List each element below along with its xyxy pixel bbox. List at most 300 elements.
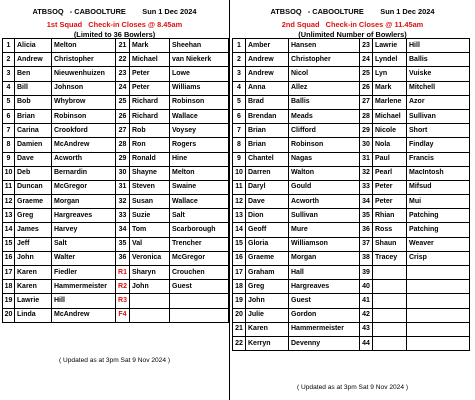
- bowler-last-name: Vuiske: [407, 67, 470, 81]
- table-row: [3, 280, 229, 294]
- bowler-last-name: Melton: [170, 166, 229, 180]
- bowler-first-name: [130, 308, 170, 322]
- table-row: [3, 294, 229, 308]
- bowler-number: 14: [233, 223, 246, 237]
- bowler-last-name: Sullivan: [289, 209, 360, 223]
- bowler-last-name: Acworth: [52, 152, 116, 166]
- bowler-number: 29: [360, 124, 373, 138]
- table-row: [233, 124, 470, 138]
- bowler-number: 19: [3, 294, 15, 308]
- bowler-first-name: Anna: [246, 81, 289, 95]
- bowler-first-name: [130, 294, 170, 308]
- bowler-number: 35: [360, 209, 373, 223]
- bowler-number: 27: [116, 124, 130, 138]
- bowler-last-name: Weaver: [407, 237, 470, 251]
- bowler-last-name: Allez: [289, 81, 360, 95]
- bowler-first-name: Peter: [130, 67, 170, 81]
- bowler-first-name: Nicole: [373, 124, 407, 138]
- table-row: [3, 266, 229, 280]
- bowler-first-name: Greg: [246, 280, 289, 294]
- bowler-last-name: Sheehan: [170, 39, 229, 53]
- left-squad-header: [0, 20, 229, 30]
- bowler-first-name: Brendan: [246, 109, 289, 123]
- bowler-last-name: Gould: [289, 180, 360, 194]
- right-squad-header: [230, 20, 475, 30]
- bowler-first-name: Michael: [373, 109, 407, 123]
- bowler-last-name: Trencher: [170, 237, 229, 251]
- bowler-last-name: Lowe: [170, 67, 229, 81]
- table-row: [3, 195, 229, 209]
- bowler-first-name: Andrew: [15, 53, 52, 67]
- bowler-first-name: Andrew: [246, 53, 289, 67]
- bowler-first-name: Ronald: [130, 152, 170, 166]
- bowler-first-name: Deb: [15, 166, 52, 180]
- bowler-number: 6: [233, 109, 246, 123]
- bowler-number: 16: [233, 251, 246, 265]
- bowler-first-name: Richard: [130, 109, 170, 123]
- bowler-last-name: [170, 308, 229, 322]
- bowler-last-name: Rogers: [170, 138, 229, 152]
- bowler-number: 20: [233, 308, 246, 322]
- bowler-last-name: Crouchen: [170, 266, 229, 280]
- bowler-number: 4: [3, 81, 15, 95]
- bowler-first-name: Susan: [130, 195, 170, 209]
- bowler-first-name: Greg: [15, 209, 52, 223]
- bowler-first-name: Peter: [130, 81, 170, 95]
- bowler-last-name: Wallace: [170, 195, 229, 209]
- table-row: [3, 251, 229, 265]
- table-row: [233, 39, 470, 53]
- bowler-last-name: Devenny: [289, 336, 360, 350]
- bowler-number: 10: [233, 166, 246, 180]
- bowler-first-name: [373, 322, 407, 336]
- bowler-last-name: Fiedler: [52, 266, 116, 280]
- bowler-last-name: Ballis: [407, 53, 470, 67]
- bowler-number: 21: [116, 39, 130, 53]
- bowler-number: 1: [3, 39, 15, 53]
- bowler-first-name: Peter: [373, 195, 407, 209]
- bowler-first-name: Graham: [246, 266, 289, 280]
- bowler-first-name: Darren: [246, 166, 289, 180]
- table-row: [233, 223, 470, 237]
- bowler-last-name: Patching: [407, 223, 470, 237]
- bowler-first-name: Veronica: [130, 251, 170, 265]
- left-limit-note: (Limited to 36 Bowlers): [73, 30, 156, 39]
- bowler-number: 31: [360, 152, 373, 166]
- table-row: [233, 280, 470, 294]
- bowler-number: 12: [233, 195, 246, 209]
- first-squad-panel: [0, 0, 230, 400]
- bowler-last-name: [407, 308, 470, 322]
- bowler-last-name: Hammermeister: [289, 322, 360, 336]
- bowler-last-name: Hammermeister: [52, 280, 116, 294]
- bowler-first-name: Kerryn: [246, 336, 289, 350]
- table-row: [3, 109, 229, 123]
- bowler-number: 33: [360, 180, 373, 194]
- bowler-first-name: Damien: [15, 138, 52, 152]
- bowler-first-name: Ross: [373, 223, 407, 237]
- bowler-number: 13: [233, 209, 246, 223]
- bowler-last-name: Nagas: [289, 152, 360, 166]
- table-row: [3, 237, 229, 251]
- bowler-last-name: Hill: [52, 294, 116, 308]
- bowler-number: 20: [3, 308, 15, 322]
- table-row: [3, 223, 229, 237]
- bowler-number: 32: [116, 195, 130, 209]
- bowler-last-name: McGregor: [52, 180, 116, 194]
- bowler-number: 7: [3, 124, 15, 138]
- bowler-last-name: Francis: [407, 152, 470, 166]
- bowler-number: 5: [233, 95, 246, 109]
- table-row: [233, 166, 470, 180]
- bowler-first-name: Daryl: [246, 180, 289, 194]
- bowler-first-name: Graeme: [15, 195, 52, 209]
- bowler-first-name: Ron: [130, 138, 170, 152]
- bowler-last-name: [407, 280, 470, 294]
- bowler-number: 32: [360, 166, 373, 180]
- bowler-last-name: Hansen: [289, 39, 360, 53]
- bowler-number: 8: [3, 138, 15, 152]
- bowler-last-name: Robinson: [289, 138, 360, 152]
- right-updated-note: ( Updated as at 3pm Sat 9 Nov 2024 ): [296, 384, 409, 391]
- bowler-first-name: Shayne: [130, 166, 170, 180]
- bowler-first-name: Rob: [130, 124, 170, 138]
- bowler-number: 26: [116, 109, 130, 123]
- bowler-first-name: John: [246, 294, 289, 308]
- bowler-last-name: Williams: [170, 81, 229, 95]
- table-row: [233, 138, 470, 152]
- table-row: [233, 67, 470, 81]
- bowler-last-name: Voysey: [170, 124, 229, 138]
- bowler-number: 4: [233, 81, 246, 95]
- bowler-first-name: Graeme: [246, 251, 289, 265]
- bowler-last-name: Salt: [52, 237, 116, 251]
- bowler-number: 38: [360, 251, 373, 265]
- bowler-last-name: Short: [407, 124, 470, 138]
- bowler-last-name: Christopher: [52, 53, 116, 67]
- bowler-first-name: Tom: [130, 223, 170, 237]
- bowler-number: 18: [233, 280, 246, 294]
- bowler-number: 28: [116, 138, 130, 152]
- bowler-first-name: Geoff: [246, 223, 289, 237]
- bowler-number: 16: [3, 251, 15, 265]
- bowler-last-name: Nicol: [289, 67, 360, 81]
- bowler-last-name: Swaine: [170, 180, 229, 194]
- bowler-number: 21: [233, 322, 246, 336]
- table-row: [233, 53, 470, 67]
- bowler-number: R3: [116, 294, 130, 308]
- bowler-first-name: [373, 280, 407, 294]
- bowler-number: 11: [3, 180, 15, 194]
- left-checkin-time: Check-in Closes @ 8.45am: [88, 20, 183, 29]
- bowler-number: 3: [3, 67, 15, 81]
- bowler-last-name: Scarborough: [170, 223, 229, 237]
- bowler-last-name: [407, 336, 470, 350]
- bowler-first-name: Paul: [373, 152, 407, 166]
- bowler-number: 27: [360, 95, 373, 109]
- bowler-first-name: John: [15, 251, 52, 265]
- bowler-last-name: Melton: [52, 39, 116, 53]
- table-row: [3, 81, 229, 95]
- bowler-last-name: Hargreaves: [289, 280, 360, 294]
- bowler-number: 8: [233, 138, 246, 152]
- bowler-first-name: James: [15, 223, 52, 237]
- right-limit-note: (Unlimited Number of Bowlers): [298, 30, 407, 39]
- bowler-number: 25: [360, 67, 373, 81]
- bowler-first-name: Brad: [246, 95, 289, 109]
- table-row: [233, 95, 470, 109]
- bowler-number: 35: [116, 237, 130, 251]
- table-row: [3, 95, 229, 109]
- bowler-last-name: Acworth: [289, 195, 360, 209]
- bowler-first-name: Brian: [15, 109, 52, 123]
- left-squad-label: 1st Squad: [46, 20, 83, 29]
- bowler-last-name: McAndrew: [52, 308, 116, 322]
- table-row: [233, 209, 470, 223]
- bowler-number: 23: [116, 67, 130, 81]
- bowler-last-name: Hargreaves: [52, 209, 116, 223]
- bowler-last-name: Mui: [407, 195, 470, 209]
- bowler-number: 24: [116, 81, 130, 95]
- bowler-last-name: Morgan: [289, 251, 360, 265]
- bowler-last-name: Crookford: [52, 124, 116, 138]
- table-row: [233, 81, 470, 95]
- table-row: [233, 109, 470, 123]
- bowler-last-name: Robinson: [52, 109, 116, 123]
- bowler-first-name: Lawrie: [15, 294, 52, 308]
- bowler-number: R1: [116, 266, 130, 280]
- bowler-last-name: Christopher: [289, 53, 360, 67]
- bowler-first-name: Carina: [15, 124, 52, 138]
- bowler-last-name: Mure: [289, 223, 360, 237]
- table-row: [3, 180, 229, 194]
- bowler-number: 2: [233, 53, 246, 67]
- bowler-last-name: Walter: [52, 251, 116, 265]
- bowler-first-name: Val: [130, 237, 170, 251]
- bowler-last-name: McAndrew: [52, 138, 116, 152]
- bowler-number: 11: [233, 180, 246, 194]
- bowler-last-name: Bernardin: [52, 166, 116, 180]
- bowler-first-name: Alicia: [15, 39, 52, 53]
- bowler-number: 23: [360, 39, 373, 53]
- bowler-last-name: Nieuwenhuizen: [52, 67, 116, 81]
- bowler-last-name: Walton: [289, 166, 360, 180]
- table-row: [3, 124, 229, 138]
- bowler-number: 43: [360, 322, 373, 336]
- right-checkin-time: Check-in Closes @ 11.45am: [325, 20, 424, 29]
- table-row: [3, 39, 229, 53]
- bowler-last-name: Clifford: [289, 124, 360, 138]
- bowler-number: 42: [360, 308, 373, 322]
- bowler-first-name: Andrew: [246, 67, 289, 81]
- table-row: [3, 67, 229, 81]
- bowler-first-name: Sharyn: [130, 266, 170, 280]
- bowler-number: 15: [3, 237, 15, 251]
- first-squad-table: [2, 38, 229, 323]
- bowler-first-name: Lawrie: [373, 39, 407, 53]
- bowler-first-name: Lyn: [373, 67, 407, 81]
- table-row: [3, 166, 229, 180]
- bowler-first-name: [373, 308, 407, 322]
- bowler-last-name: [407, 266, 470, 280]
- bowler-number: F4: [116, 308, 130, 322]
- bowler-number: 30: [360, 138, 373, 152]
- bowler-number: 28: [360, 109, 373, 123]
- bowler-first-name: Bill: [15, 81, 52, 95]
- bowler-last-name: [407, 294, 470, 308]
- bowler-first-name: Tracey: [373, 251, 407, 265]
- bowler-number: 17: [3, 266, 15, 280]
- table-row: [233, 322, 470, 336]
- second-squad-panel: [230, 0, 475, 400]
- bowler-last-name: McGregor: [170, 251, 229, 265]
- bowler-first-name: Mark: [373, 81, 407, 95]
- table-row: [233, 237, 470, 251]
- bowler-first-name: Pearl: [373, 166, 407, 180]
- bowler-first-name: Amber: [246, 39, 289, 53]
- bowler-first-name: Rhian: [373, 209, 407, 223]
- bowler-number: 9: [3, 152, 15, 166]
- bowler-first-name: Gloria: [246, 237, 289, 251]
- bowler-first-name: Bob: [15, 95, 52, 109]
- bowler-first-name: Brian: [246, 138, 289, 152]
- bowler-number: 7: [233, 124, 246, 138]
- table-row: [233, 336, 470, 350]
- bowler-first-name: [373, 266, 407, 280]
- bowler-last-name: Johnson: [52, 81, 116, 95]
- bowler-last-name: Hine: [170, 152, 229, 166]
- bowler-last-name: Guest: [170, 280, 229, 294]
- bowler-number: 24: [360, 53, 373, 67]
- bowler-number: 36: [116, 251, 130, 265]
- bowler-first-name: Jeff: [15, 237, 52, 251]
- bowler-last-name: Whybrow: [52, 95, 116, 109]
- table-row: [233, 195, 470, 209]
- bowler-number: 30: [116, 166, 130, 180]
- bowler-first-name: Steven: [130, 180, 170, 194]
- table-row: [3, 152, 229, 166]
- table-row: [233, 266, 470, 280]
- table-row: [3, 209, 229, 223]
- bowler-first-name: Richard: [130, 95, 170, 109]
- bowler-first-name: Marlene: [373, 95, 407, 109]
- bowler-first-name: [373, 336, 407, 350]
- bowler-number: 31: [116, 180, 130, 194]
- bowler-last-name: Salt: [170, 209, 229, 223]
- bowler-number: 33: [116, 209, 130, 223]
- bowler-number: 22: [116, 53, 130, 67]
- table-row: [233, 308, 470, 322]
- bowler-first-name: John: [130, 280, 170, 294]
- bowler-last-name: Ballis: [289, 95, 360, 109]
- bowler-number: 1: [233, 39, 246, 53]
- bowler-number: 15: [233, 237, 246, 251]
- bowler-last-name: Hall: [289, 266, 360, 280]
- bowler-first-name: Mark: [130, 39, 170, 53]
- bowler-number: 34: [360, 195, 373, 209]
- bowler-number: 12: [3, 195, 15, 209]
- bowler-first-name: Linda: [15, 308, 52, 322]
- bowler-last-name: Mifsud: [407, 180, 470, 194]
- bowler-first-name: Suzie: [130, 209, 170, 223]
- bowler-first-name: Dave: [246, 195, 289, 209]
- bowler-first-name: Nola: [373, 138, 407, 152]
- bowler-first-name: Julie: [246, 308, 289, 322]
- bowler-last-name: Wallace: [170, 109, 229, 123]
- left-updated-note: ( Updated as at 3pm Sat 9 Nov 2024 ): [58, 357, 171, 364]
- bowler-first-name: Dave: [15, 152, 52, 166]
- bowler-number: 37: [360, 237, 373, 251]
- bowler-last-name: [407, 322, 470, 336]
- table-row: [3, 53, 229, 67]
- bowler-number: 40: [360, 280, 373, 294]
- bowler-last-name: Hill: [407, 39, 470, 53]
- bowler-number: 36: [360, 223, 373, 237]
- bowler-last-name: Patching: [407, 209, 470, 223]
- bowler-first-name: Shaun: [373, 237, 407, 251]
- bowler-number: 25: [116, 95, 130, 109]
- bowler-first-name: Lyndel: [373, 53, 407, 67]
- bowler-last-name: Azor: [407, 95, 470, 109]
- bowler-number: 2: [3, 53, 15, 67]
- bowler-number: 18: [3, 280, 15, 294]
- bowler-number: 29: [116, 152, 130, 166]
- table-row: [3, 308, 229, 322]
- bowler-last-name: MacIntosh: [407, 166, 470, 180]
- bowler-number: 13: [3, 209, 15, 223]
- table-row: [233, 294, 470, 308]
- right-squad-label: 2nd Squad: [281, 20, 320, 29]
- second-squad-table: [232, 38, 470, 351]
- bowler-last-name: Gordon: [289, 308, 360, 322]
- bowler-number: 41: [360, 294, 373, 308]
- bowler-last-name: Crisp: [407, 251, 470, 265]
- bowler-last-name: van Niekerk: [170, 53, 229, 67]
- bowler-number: 19: [233, 294, 246, 308]
- bowler-number: 17: [233, 266, 246, 280]
- bowler-last-name: Sullivan: [407, 109, 470, 123]
- bowler-number: 3: [233, 67, 246, 81]
- bowler-last-name: Findlay: [407, 138, 470, 152]
- bowler-number: 44: [360, 336, 373, 350]
- bowler-number: 39: [360, 266, 373, 280]
- bowler-number: 10: [3, 166, 15, 180]
- bowler-last-name: Meads: [289, 109, 360, 123]
- bowler-first-name: Chantel: [246, 152, 289, 166]
- bowler-number: 9: [233, 152, 246, 166]
- bowler-last-name: Mitchell: [407, 81, 470, 95]
- bowler-first-name: Brian: [246, 124, 289, 138]
- table-row: [233, 180, 470, 194]
- bowler-number: 5: [3, 95, 15, 109]
- bowler-last-name: [170, 294, 229, 308]
- left-event-title: ATBSOQ - CABOOLTURE Sun 1 Dec 2024: [32, 7, 197, 16]
- bowler-first-name: Duncan: [15, 180, 52, 194]
- bowler-first-name: Peter: [373, 180, 407, 194]
- bowler-first-name: Michael: [130, 53, 170, 67]
- bowler-first-name: Karen: [15, 266, 52, 280]
- bowler-last-name: Harvey: [52, 223, 116, 237]
- bowler-last-name: Williamson: [289, 237, 360, 251]
- bowler-last-name: Guest: [289, 294, 360, 308]
- bowler-number: 14: [3, 223, 15, 237]
- bowler-number: 34: [116, 223, 130, 237]
- table-row: [233, 152, 470, 166]
- bowler-first-name: Dion: [246, 209, 289, 223]
- bowler-number: R2: [116, 280, 130, 294]
- bowler-number: 22: [233, 336, 246, 350]
- bowler-last-name: Morgan: [52, 195, 116, 209]
